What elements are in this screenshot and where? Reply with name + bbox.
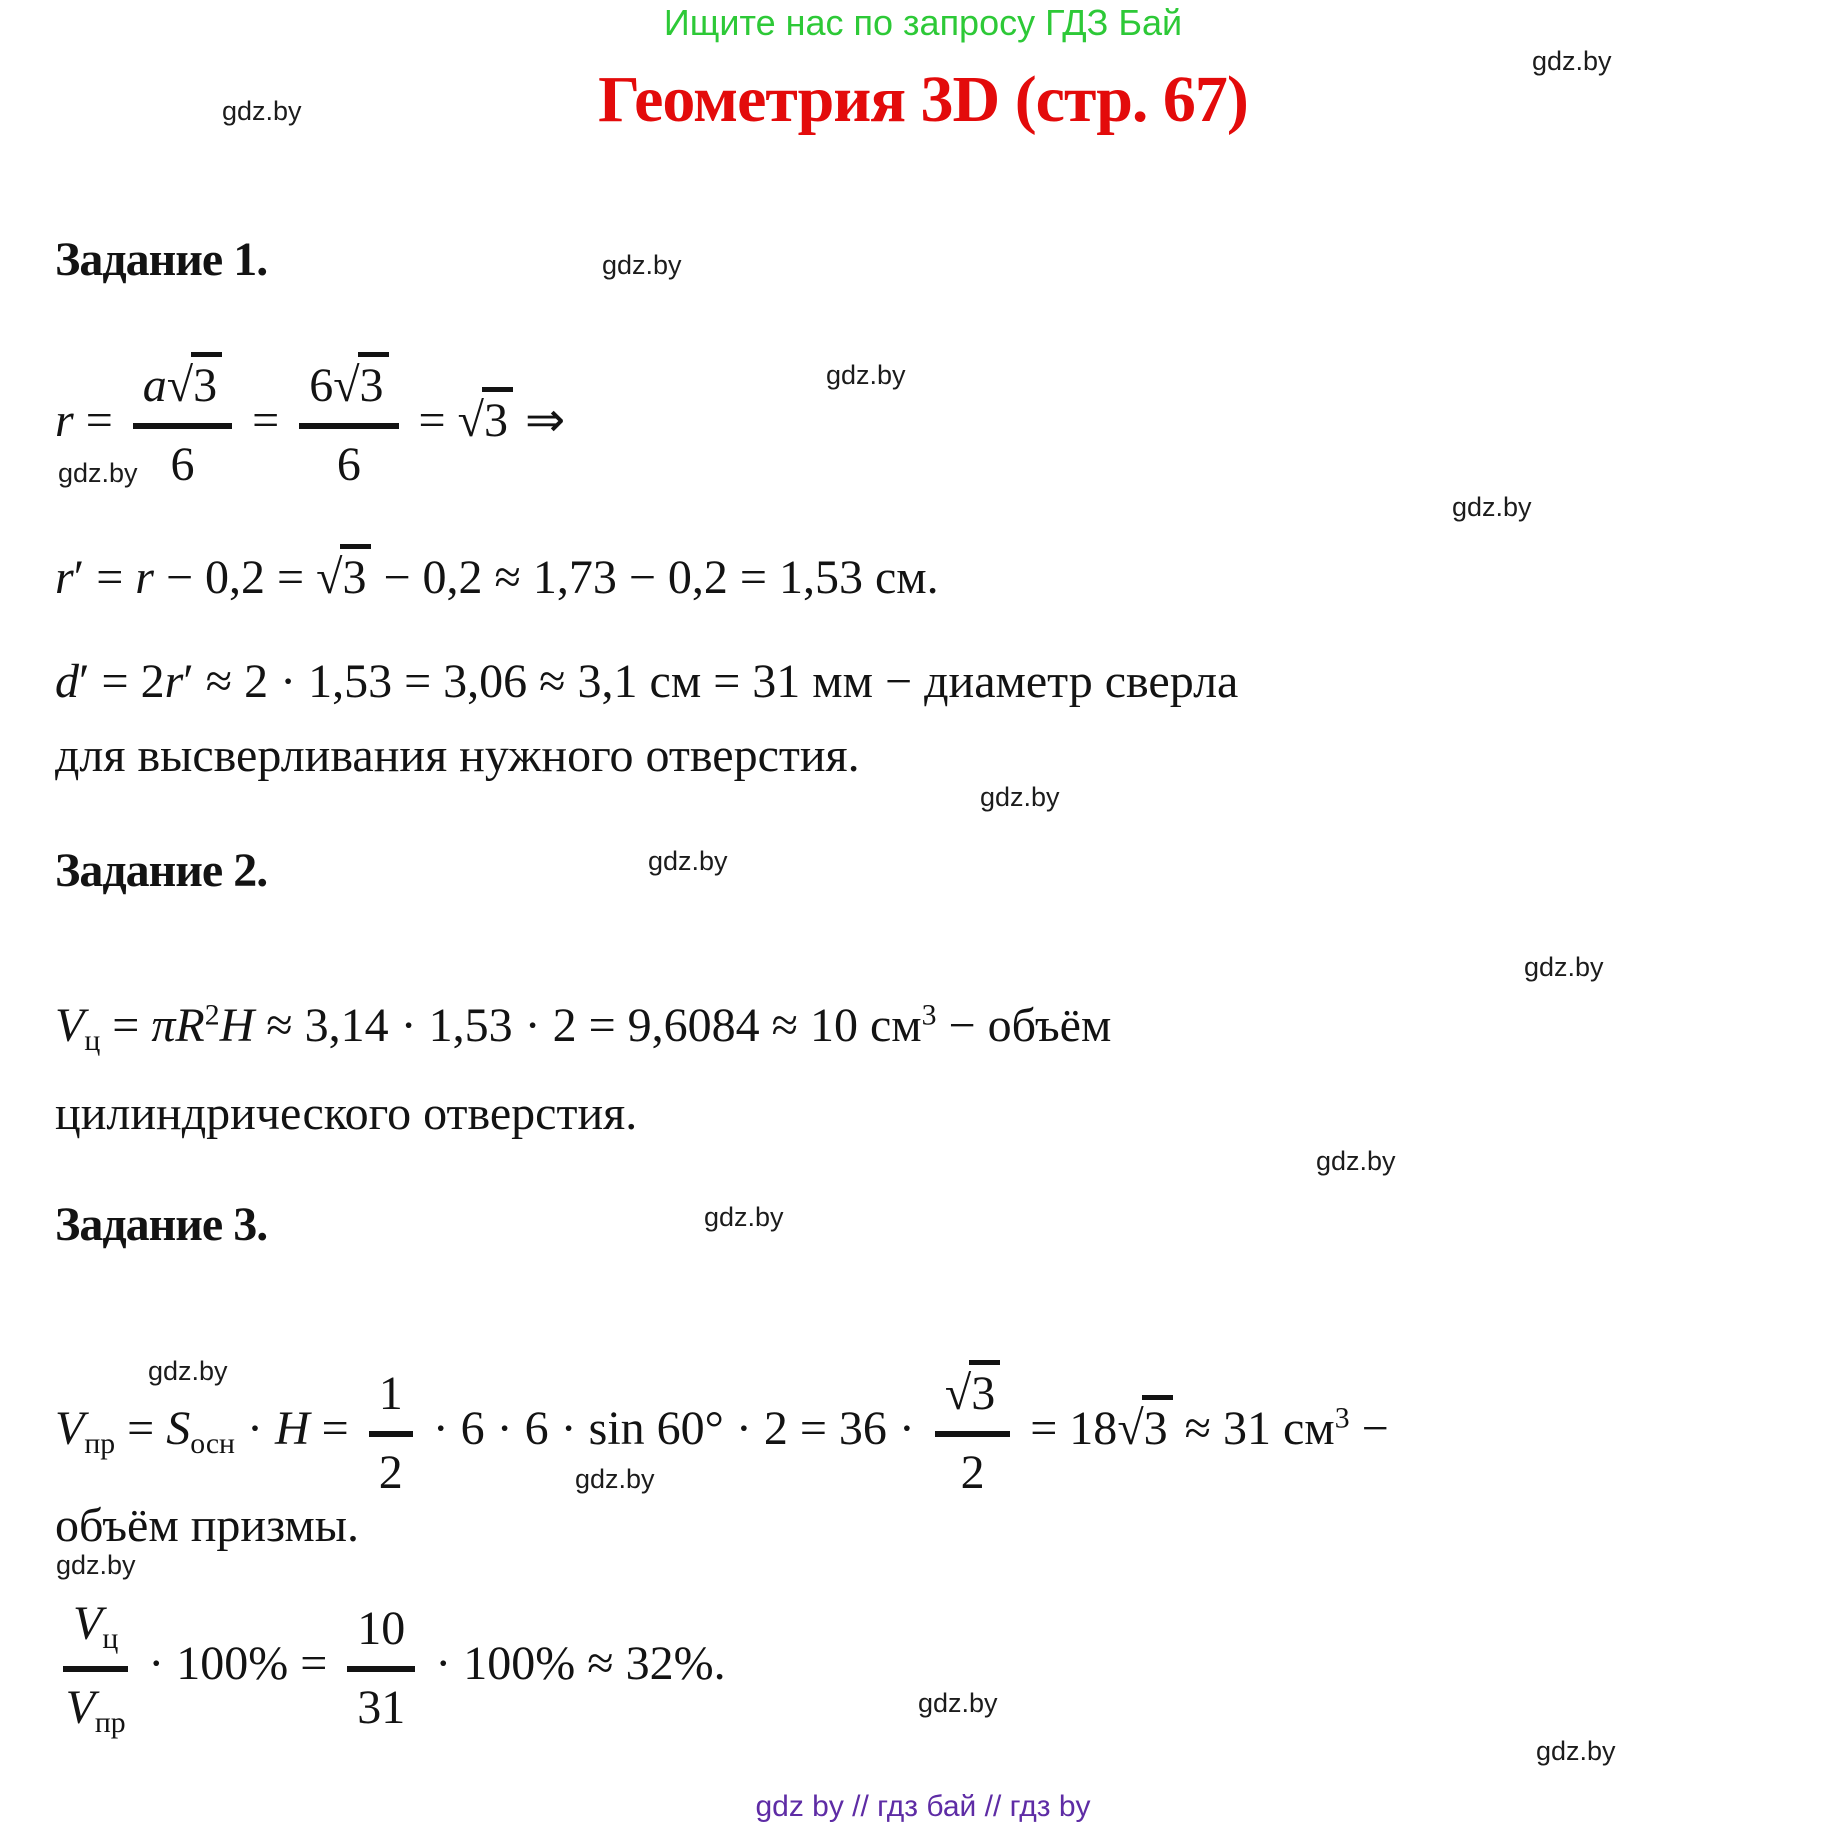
fraction: 1 2 (369, 1366, 413, 1500)
footer-links: gdz by // гдз бай // гдз by (755, 1790, 1091, 1823)
radical: √3 (333, 352, 388, 412)
gdz-watermark: gdz.by (1316, 1146, 1396, 1176)
radical: √3 (1117, 1395, 1172, 1455)
gdz-watermark: gdz.by (648, 846, 728, 876)
gdz-watermark: gdz.by (602, 250, 682, 280)
radical: √3 (458, 387, 513, 447)
promo-banner: Ищите нас по запросу ГДЗ Бай (663, 2, 1183, 43)
page-title: Геометрия 3D (стр. 67) (598, 63, 1248, 136)
gdz-watermark: gdz.by (575, 1464, 655, 1494)
gdz-watermark: gdz.by (56, 1550, 136, 1580)
task-1-formula-diameter: d′ = 2r′ ≈ 2 · 1,53 = 3,06 ≈ 3,1 см = 31 мм − диаметр сверла (55, 655, 1239, 708)
task-1-formula-r-prime: r′ = r − 0,2 = √3 − 0,2 ≈ 1,73 − 0,2 = 1,53 см. (55, 550, 939, 605)
task-3-heading: Задание 3. (55, 1198, 268, 1251)
fraction: 6√3 6 (299, 358, 398, 492)
task-1-formula-diameter-cont: для высверливания нужного отверстия. (55, 729, 860, 782)
task-1-heading: Задание 1. (55, 233, 268, 286)
gdz-watermark: gdz.by (1536, 1736, 1616, 1766)
task-2-heading: Задание 2. (55, 844, 268, 897)
gdz-watermark: gdz.by (1524, 952, 1604, 982)
fraction: 10 31 (347, 1601, 415, 1735)
task-3-formula-prism-volume: Vпр = Sосн · H = 1 2 · 6 · 6 · sin 60° · 2 = 36 · √3 2 = 18√3 ≈ 31 $см^3$ − (55, 1366, 1389, 1500)
gdz-watermark: gdz.by (1532, 46, 1612, 76)
task-2-formula-volume: Vц = $\pi R^2H \approx 3,14 \cdot 1,53 \cdot 2 = 9,6084 \approx 10$ $см^3$ − объём (55, 998, 1112, 1057)
radical: √3 (945, 1360, 1000, 1420)
radical: √3 (316, 544, 371, 604)
gdz-watermark: gdz.by (704, 1202, 784, 1232)
gdz-watermark: gdz.by (148, 1356, 228, 1386)
gdz-watermark: gdz.by (980, 782, 1060, 812)
task-3-formula-prism-cont: объём призмы. (55, 1499, 360, 1552)
gdz-watermark: gdz.by (222, 96, 302, 126)
gdz-watermark: gdz.by (58, 458, 138, 488)
gdz-watermark: gdz.by (826, 360, 906, 390)
radical: √3 (167, 352, 222, 412)
task-2-formula-volume-cont: цилиндрического отверстия. (55, 1087, 638, 1140)
fraction: a√3 6 (133, 358, 232, 492)
fraction: √3 2 (935, 1366, 1010, 1500)
task-1-formula-radius: r = a√3 6 = 6√3 6 = √3 ⇒ (55, 358, 565, 492)
gdz-watermark: gdz.by (1452, 492, 1532, 522)
gdz-watermark: gdz.by (918, 1688, 998, 1718)
task-3-formula-percentage: Vц Vпр · 100% = 10 31 · 100% ≈ 32%. (55, 1596, 726, 1740)
fraction: Vц Vпр (63, 1596, 128, 1740)
